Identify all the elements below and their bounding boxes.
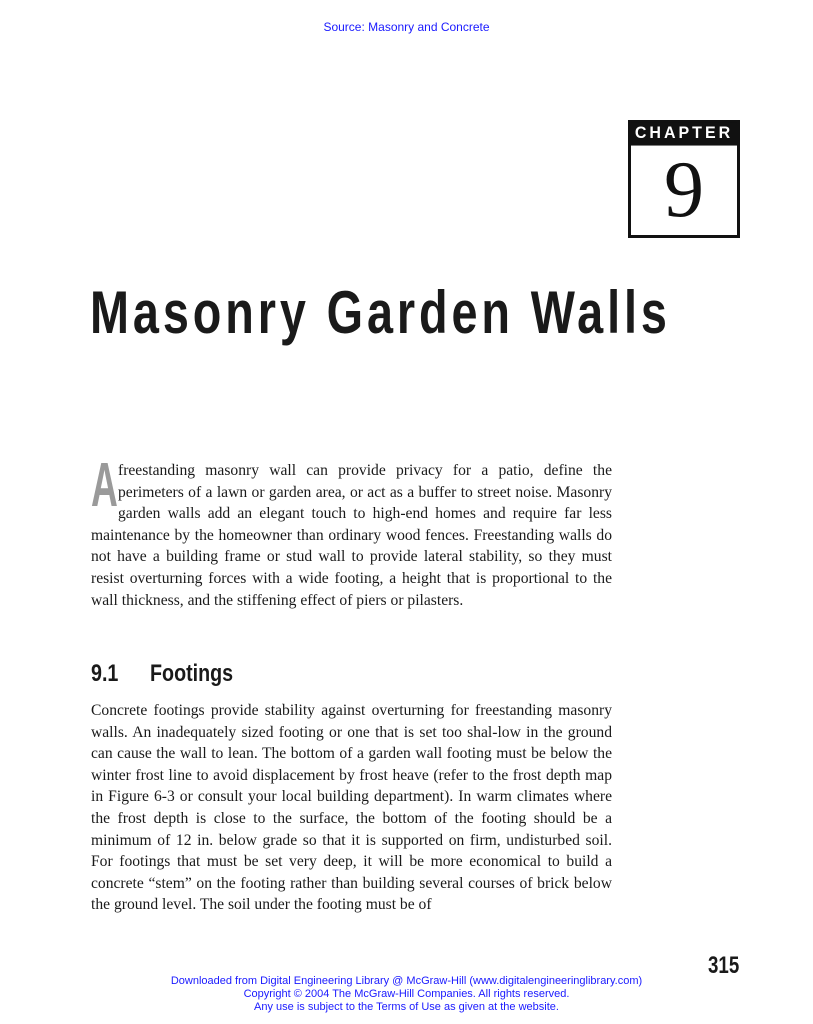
intro-text: freestanding masonry wall can provide privacy for a patio, define the perimeters of a lawn or garden area, or act as a buffer to street noise. Masonry garden walls add an elegant touch to high-end homes and require far less maintenance by the homeowner than ordinary wood fences. Freestanding walls do not have a building frame or stud wall to provide lateral stability, so they must resist overturning forces with a wide footing, a height that is proportional to the wall thickness, and the stiffening effect of piers or pilasters.: [91, 462, 612, 609]
drop-cap: A: [91, 451, 118, 520]
footings-paragraph: Concrete footings provide stability against overturning for freestanding masonry walls. An inadequately sized footing or one that is set too shal-low in the ground can cause the wall to lean. The bottom of a garden wall footing must be below the winter frost line to avoid displacement by frost heave (refer to the frost depth map in Figure 6-3 or consult your local building department). In warm climates where the frost depth is close to the surface, the bottom of the footing should be a minimum of 12 in. below grade so that it is supported on firm, undisturbed soil. For footings that must be set very deep, it will be more economical to build a concrete “stem” on the footing rather than building several courses of brick below the ground level. The soil under the footing must be of: [91, 702, 612, 914]
section-number: 9.1: [91, 660, 119, 687]
section-heading: [91, 660, 233, 688]
page-number: 315: [708, 952, 740, 979]
chapter-title: Masonry Garden Walls: [90, 279, 671, 346]
footer-notice: [100, 975, 713, 1014]
chapter-label: CHAPTER: [631, 122, 737, 145]
intro-paragraph: [91, 451, 612, 611]
footer-download-line[interactable]: Downloaded from Digital Engineering Library @ McGraw-Hill (www.digitalengineeringlibrary.com): [170, 975, 643, 987]
source-line: Source: Masonry and Concrete: [323, 20, 490, 34]
chapter-badge: [628, 120, 740, 238]
footer-copyright-line: Copyright © 2004 The McGraw-Hill Companies. All rights reserved.: [243, 988, 570, 1000]
chapter-number: 9: [664, 146, 704, 234]
footer-terms-line: Any use is subject to the Terms of Use as given at the website.: [254, 1001, 559, 1013]
section-title: Footings: [150, 660, 234, 687]
